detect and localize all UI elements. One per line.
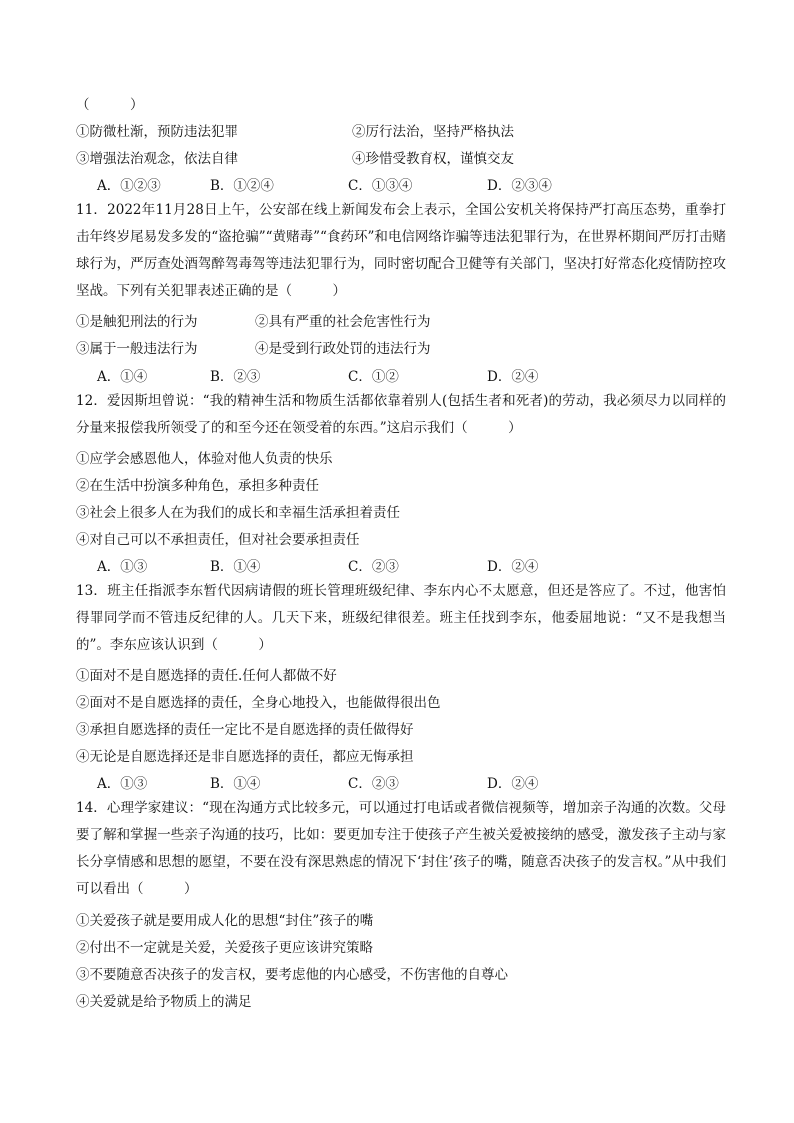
q13-option-4: ④无论是自愿选择还是非自愿选择的责任，都应无悔承担 xyxy=(76,749,414,765)
q13-option-1: ①面对不是自愿选择的责任.任何人都做不好 xyxy=(76,668,337,684)
q12-choice-d: D．②④ xyxy=(487,559,539,575)
q11-choice-a: A．①④ xyxy=(97,369,148,385)
q11-choice-b: B．②③ xyxy=(210,369,261,385)
q12-option-1: ①应学会感恩他人，体验对他人负责的快乐 xyxy=(76,451,333,467)
q11-choice-d: D．②④ xyxy=(487,369,539,385)
q14-option-3: ③不要随意否决孩子的发言权，要考虑他的内心感受，不伤害他的自尊心 xyxy=(76,967,508,983)
q10-choice-c: C．①③④ xyxy=(348,178,413,194)
q11-stem: 11．2022年11月28日上午，公安部在线上新闻发布会上表示，全国公安机关将保持严打高压态势，重拳打击年终岁尾易发多发的“盗抢骗”“黄赌毒”“食药环”和电信网络诈骗等违法犯罪行为，在世界杯期间严厉打击赌球行为，严厉查处酒驾醉驾毒驾等违法犯罪行为，同时密切配合卫健等有关部门，坚决打好常态化疫情防控攻坚战。下列有关犯罪表述正确的是（ ） xyxy=(76,202,726,299)
q12-choice-a: A．①③ xyxy=(97,559,148,575)
q12-stem: 12．爱因斯坦曾说：“我的精神生活和物质生活都依靠着别人(包括生者和死者)的劳动，我必须尽力以同样的分量来报偿我所领受了的和至今还在领受着的东西。”这启示我们（ ） xyxy=(76,393,726,436)
q13-option-3: ③承担自愿选择的责任一定比不是自愿选择的责任做得好 xyxy=(76,722,414,738)
q13-choice-a: A．①③ xyxy=(97,776,148,792)
q13-stem: 13．班主任指派李东暂代因病请假的班长管理班级纪律、李东内心不太愿意，但还是答应了。不过，他害怕得罪同学而不管违反纪律的人。几天下来，班级纪律很差。班主任找到李东，他委屈地说：“又不是我想当的”。李东应该认识到（ ） xyxy=(76,583,726,653)
q10-choice-b: B．①②④ xyxy=(210,178,274,194)
q13-option-2: ②面对不是自愿选择的责任，全身心地投入，也能做得很出色 xyxy=(76,695,441,711)
q12-choice-c: C．②③ xyxy=(348,559,399,575)
q10-choice-d: D．②③④ xyxy=(487,178,552,194)
q11-option-3: ③属于一般违法行为 xyxy=(76,341,198,357)
q12-option-4: ④对自己可以不承担责任，但对社会要承担责任 xyxy=(76,532,360,548)
q11-choice-c: C．①② xyxy=(348,369,399,385)
q10-answer-bracket: （ ） xyxy=(76,97,144,113)
q10-option-3: ③增强法治观念，依法自律 xyxy=(76,151,238,167)
q10-option-4: ④珍惜受教育权，谨慎交友 xyxy=(352,151,514,167)
q10-choice-a: A．①②③ xyxy=(97,178,161,194)
q14-option-1: ①关爱孩子就是要用成人化的思想“封住”孩子的嘴 xyxy=(76,913,374,929)
q10-option-1: ①防微杜渐，预防违法犯罪 xyxy=(76,124,238,140)
q14-stem: 14．心理学家建议：“现在沟通方式比较多元，可以通过打电话或者微信视频等，增加亲子沟通的次数。父母要了解和掌握一些亲子沟通的技巧，比如：要更加专注于使孩子产生被关爱被接纳的感受，激发孩子主动与家长分享情感和思想的愿望，不要在没有深思熟虑的情况下‘封住’孩子的嘴，随意否决孩子的发言权。”从中我们可以看出（ ） xyxy=(76,800,726,897)
q13-choice-b: B．①④ xyxy=(210,776,261,792)
q11-option-2: ②具有严重的社会危害性行为 xyxy=(255,314,431,330)
q14-option-4: ④关爱就是给予物质上的满足 xyxy=(76,994,252,1010)
q12-choice-b: B．①④ xyxy=(210,559,261,575)
q12-option-2: ②在生活中扮演多种角色，承担多种责任 xyxy=(76,478,319,494)
q10-option-2: ②厉行法治，坚持严格执法 xyxy=(352,124,514,140)
q13-choice-c: C．②③ xyxy=(348,776,399,792)
q13-choice-d: D．②④ xyxy=(487,776,539,792)
q11-option-1: ①是触犯刑法的行为 xyxy=(76,314,198,330)
q12-option-3: ③社会上很多人在为我们的成长和幸福生活承担着责任 xyxy=(76,505,400,521)
q11-option-4: ④是受到行政处罚的违法行为 xyxy=(255,341,431,357)
q14-option-2: ②付出不一定就是关爱，关爱孩子更应该讲究策略 xyxy=(76,940,373,956)
